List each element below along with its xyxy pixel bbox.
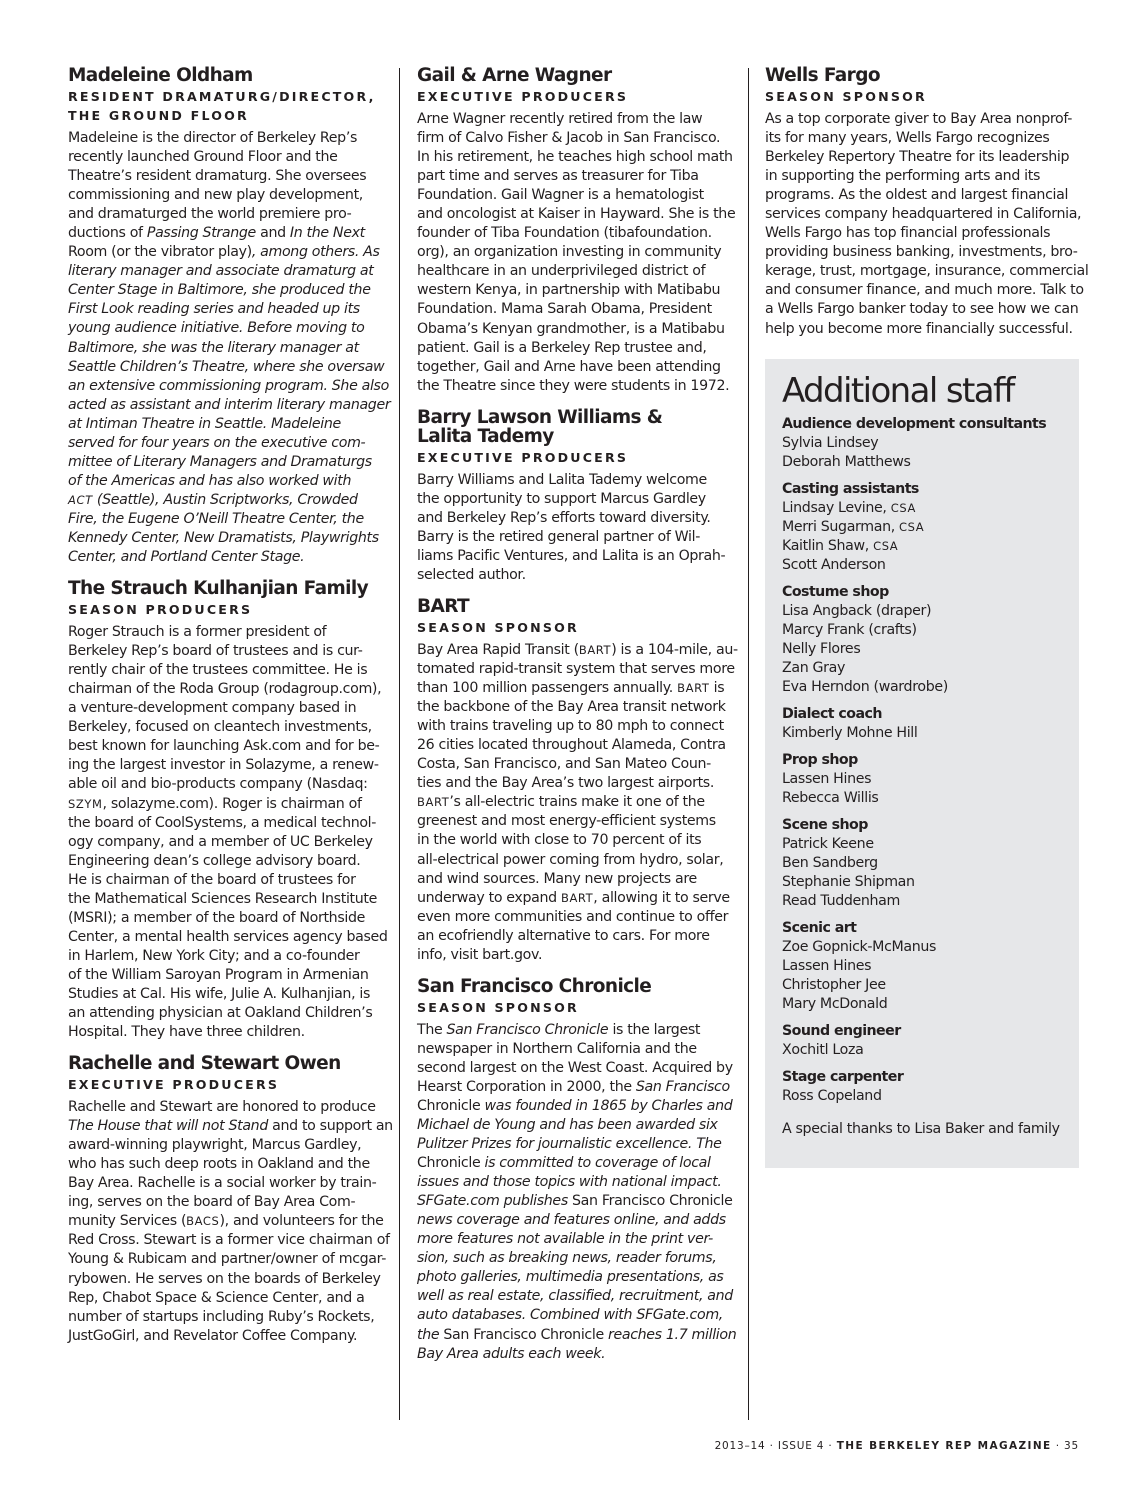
small-caps: CSA <box>873 539 899 553</box>
staff-name: Ben Sandberg <box>782 855 878 871</box>
entry-barry-lawson-williams-lalita-tademy <box>417 408 735 585</box>
bio-line: literary manager and associate dramaturg at <box>68 263 374 280</box>
staff-name: Lassen Hines <box>782 958 872 974</box>
entry-name: Barry Lawson Williams & Lalita Tademy <box>417 406 663 447</box>
bio-line: He is chairman of the board of trustees for <box>68 871 356 888</box>
bio-line: even more communities and continue to offer <box>417 908 729 925</box>
entry-bio <box>765 110 1089 339</box>
bio-line: in supporting the performing arts and its <box>765 168 1040 185</box>
small-caps: CSA <box>890 501 916 515</box>
bio-line: Chronicle is committed to coverage of local <box>417 1155 711 1172</box>
bio-line: Engineering dean’s college advisory board. <box>68 852 361 869</box>
bio-line: Wells Fargo has top financial professionals <box>765 225 1051 242</box>
staff-group-heading: Casting assistants <box>782 481 919 497</box>
bio-line: Rachelle and Stewart are honored to produce <box>68 1099 376 1116</box>
entry-bio <box>68 623 386 1042</box>
staff-group-heading: Audience development consultants <box>782 416 1047 432</box>
bio-line: the Theatre since they were students in 1972. <box>417 377 730 394</box>
bio-line: Baltimore, she was the literary manager at <box>68 339 359 356</box>
bio-line: The House that will not Stand and to support an <box>68 1118 393 1135</box>
bio-line: Studies at Cal. His wife, Julie A. Kulhanjian, is <box>68 985 371 1002</box>
staff-title: Additional staff <box>782 371 1014 411</box>
entry-name: Gail & Arne Wagner <box>417 65 612 86</box>
bio-line: western Kenya, in partnership with Matibabu <box>417 282 721 299</box>
bio-line: in the world with close to 70 percent of its <box>417 832 702 849</box>
staff-group-heading: Stage carpenter <box>782 1069 904 1085</box>
entry-name: The Strauch Kulhanjian Family <box>68 578 369 600</box>
bio-line: Center, and Portland Center Stage. <box>68 549 305 566</box>
staff-name: Rebecca Willis <box>782 790 879 806</box>
bio-line: ogy company, and a member of UC Berkeley <box>68 833 373 850</box>
staff-name: Read Tuddenham <box>782 893 900 909</box>
small-caps: CSA <box>899 520 925 534</box>
special-thanks: A special thanks to Lisa Baker and family <box>782 1121 1060 1137</box>
additional-staff-box <box>765 359 1079 1168</box>
bio-line: SFGate.com publishes San Francisco Chronicle <box>417 1193 733 1210</box>
bio-line: patient. Gail is a Berkeley Rep trustee and, <box>417 339 707 356</box>
bio-line: part time and serves as treasurer for Tiba <box>417 168 699 185</box>
staff-group-heading: Costume shop <box>782 584 889 600</box>
bio-line: (MSRI); a member of the board of Northside <box>68 909 365 926</box>
bio-line: who has such deep roots in Oakland and the <box>68 1156 370 1173</box>
bio-line: and Berkeley Rep’s efforts toward diversity. <box>417 509 711 526</box>
bio-line: Bay Area Rapid Transit (BART) is a 104-mile, au- <box>417 641 738 658</box>
bio-line: a Wells Fargo banker today to see how we can <box>765 301 1079 318</box>
small-caps: BACS <box>186 1214 220 1229</box>
bio-line: kerage, trust, mortgage, insurance, commercial <box>765 263 1089 280</box>
bio-line: Center Stage in Baltimore, she produced the <box>68 282 371 299</box>
bio-line: best known for launching Ask.com and for be- <box>68 738 380 755</box>
bio-line: healthcare in an underprivileged district of <box>417 263 706 280</box>
bio-line: tomated rapid-transit system that serves more <box>417 661 735 678</box>
entry-the-strauch-kulhanjian-family <box>68 579 386 1042</box>
small-caps: BART <box>578 642 612 657</box>
bio-line: ACT (Seattle), Austin Scriptworks, Crowded <box>68 491 358 508</box>
bio-line: mittee of Literary Managers and Dramaturgs <box>68 453 372 470</box>
staff-group-scenic-art <box>782 919 1079 1014</box>
staff-name: Eva Herndon (wardrobe) <box>782 679 948 695</box>
entry-name: BART <box>417 595 470 617</box>
bio-line: Foundation. Mama Sarah Obama, President <box>417 301 712 318</box>
bio-line: all-electrical power coming from hydro, solar, <box>417 851 724 868</box>
staff-group-prop-shop <box>782 751 1079 808</box>
footer-issue: ISSUE 4 <box>777 1440 825 1452</box>
bio-line: Bay Area adults each week. <box>417 1345 606 1362</box>
bio-line: Rep, Chabot Space & Science Center, and a <box>68 1289 365 1306</box>
bio-line: an extensive commissioning program. She also <box>68 377 389 394</box>
footer-magazine: THE BERKELEY REP MAGAZINE <box>836 1440 1052 1452</box>
staff-group-scene-shop <box>782 816 1079 911</box>
bio-line: and oncologist at Kaiser in Hayward. She is the <box>417 206 736 223</box>
entry-bart <box>417 595 738 965</box>
bio-line: ties and the Bay Area’s two largest airports. <box>417 775 714 792</box>
bio-line: newspaper in Northern California and the <box>417 1040 697 1057</box>
staff-group-heading: Scenic art <box>782 920 857 936</box>
staff-name: Nelly Flores <box>782 641 861 657</box>
bio-line: Pulitzer Prizes for journalistic excellence. The <box>417 1136 722 1153</box>
bio-line: The San Francisco Chronicle is the largest <box>417 1021 701 1038</box>
entry-bio <box>68 129 391 567</box>
entry-wells-fargo <box>765 65 1089 339</box>
entry-rachelle-and-stewart-owen <box>68 1053 393 1346</box>
staff-group-dialect-coach <box>782 705 1079 743</box>
staff-name: Lassen Hines <box>782 771 872 787</box>
bio-line: Hospital. They have three children. <box>68 1024 305 1041</box>
bio-line: founder of Tiba Foundation (tibafoundation. <box>417 225 712 242</box>
bio-line: help you become more financially successful. <box>765 320 1073 337</box>
bio-line: a venture-development company based in <box>68 700 357 717</box>
entry-bio <box>417 641 738 965</box>
bio-line: auto databases. Combined with SFGate.com, <box>417 1307 723 1324</box>
bio-line: rybowen. He serves on the boards of Berkeley <box>68 1270 381 1287</box>
staff-group-sound-engineer <box>782 1022 1079 1060</box>
bio-line: providing business banking, investments, bro- <box>765 244 1078 261</box>
bio-line: JustGoGirl, and Revelator Coffee Company. <box>68 1327 358 1344</box>
bio-line: Berkeley, focused on cleantech investments, <box>68 719 372 736</box>
staff-group-heading: Sound engineer <box>782 1023 901 1039</box>
bio-line: munity Services (BACS), and volunteers for the <box>68 1213 384 1230</box>
staff-name: Lisa Angback (draper) <box>782 603 932 619</box>
staff-group-heading: Scene shop <box>782 817 868 833</box>
staff-name: Scott Anderson <box>782 557 886 573</box>
footer-season: 2013–14 <box>714 1440 766 1452</box>
entry-bio <box>417 1021 735 1364</box>
staff-group-heading: Prop shop <box>782 752 858 768</box>
entry-role: EXECUTIVE PRODUCERS <box>417 449 629 465</box>
bio-line: Berkeley Rep’s board of trustees and is cur- <box>68 643 363 660</box>
page-footer: 2013–14 · ISSUE 4 · THE BERKELEY REP MAGAZINE · 35 <box>714 1440 1079 1452</box>
bio-line: Center, a mental health services agency based <box>68 928 388 945</box>
bio-line: Kennedy Center, New Dramatists, Playwrights <box>68 529 379 546</box>
bio-line: org), an organization investing in community <box>417 244 722 261</box>
bio-line: issues and those topics with national impact. <box>417 1174 722 1191</box>
staff-name: Marcy Frank (crafts) <box>782 622 917 638</box>
staff-name: Xochitl Loza <box>782 1042 864 1058</box>
bio-line: First Look reading series and headed up its <box>68 301 360 318</box>
entry-role: EXECUTIVE PRODUCERS <box>68 1077 280 1093</box>
bio-line: acted as assistant and interim literary manager <box>68 396 391 413</box>
bio-line: Foundation. Gail Wagner is a hematologist <box>417 187 704 204</box>
bio-line: ing, serves on the board of Bay Area Com- <box>68 1194 356 1211</box>
entry-role: RESIDENT DRAMATURG/DIRECTOR, THE GROUND FLOOR <box>68 89 376 123</box>
bio-line: the San Francisco Chronicle reaches 1.7 million <box>417 1326 737 1343</box>
bio-line: than 100 million passengers annually. BART is <box>417 680 725 697</box>
bio-line: more features not available in the print ver- <box>417 1231 713 1248</box>
bio-line: at Intiman Theatre in Seattle. Madeleine <box>68 415 341 432</box>
bio-line: greenest and most energy-efficient systems <box>417 813 716 830</box>
column-2 <box>417 65 738 1376</box>
bio-line: Roger Strauch is a former president of <box>68 624 327 641</box>
bio-line: served for four years on the executive com- <box>68 434 366 451</box>
bio-line: award-winning playwright, Marcus Gardley, <box>68 1137 362 1154</box>
entry-madeleine-oldham <box>68 65 391 567</box>
bio-line: services company headquartered in California, <box>765 206 1082 223</box>
entry-bio <box>417 110 735 396</box>
staff-name: Mary McDonald <box>782 996 888 1012</box>
staff-name: Christopher Jee <box>782 977 886 993</box>
bio-line: of the William Saroyan Program in Armenian <box>68 966 369 983</box>
bio-line: Costa, San Francisco, and San Mateo Coun- <box>417 756 711 773</box>
bio-line: Chronicle was founded in 1865 by Charles and <box>417 1097 733 1114</box>
bio-line: of the Americas and has also worked with <box>68 472 352 489</box>
bio-line: the opportunity to support Marcus Gardley <box>417 490 706 507</box>
bio-line: Obama’s Kenyan grandmother, is a Matibabu <box>417 320 725 337</box>
small-caps: SZYM <box>68 796 103 811</box>
entry-gail-arne-wagner <box>417 66 735 396</box>
staff-name: Sylvia Lindsey <box>782 435 879 451</box>
staff-group-costume-shop <box>782 583 1079 697</box>
bio-line: BART’s all-electric trains make it one of the <box>417 794 705 811</box>
bio-line: Michael de Young and has been awarded six <box>417 1117 718 1134</box>
column-1 <box>68 65 393 1358</box>
bio-line: ductions of Passing Strange and In the Next <box>68 225 365 242</box>
bio-line: recently launched Ground Floor and the <box>68 149 338 166</box>
bio-line: and dramaturged the world premiere pro- <box>68 206 352 223</box>
bio-line: and consumer finance, and much more. Talk to <box>765 282 1084 299</box>
bio-line: Room (or the vibrator play), among others. As <box>68 244 380 261</box>
bio-line: able oil and bio-products company (Nasdaq: <box>68 776 368 793</box>
bio-line: selected author. <box>417 566 526 583</box>
entry-name: Rachelle and Stewart Owen <box>68 1053 341 1075</box>
bio-line: Barry Williams and Lalita Tademy welcome <box>417 471 707 488</box>
bio-line: SZYM, solazyme.com). Roger is chairman of <box>68 795 362 812</box>
bio-line: info, visit bart.gov. <box>417 946 543 963</box>
small-caps: BART <box>677 681 710 696</box>
entry-name: Wells Fargo <box>765 65 880 86</box>
column-divider-1 <box>399 68 400 1420</box>
staff-name: Kimberly Mohne Hill <box>782 725 918 741</box>
entry-role: SEASON PRODUCERS <box>68 602 253 618</box>
bio-line: programs. As the oldest and largest financial <box>765 187 1069 204</box>
bio-line: commissioning and new play development, <box>68 187 363 204</box>
bio-line: Hearst Corporation in 2000, the San Francisco <box>417 1078 730 1095</box>
staff-name: Zan Gray <box>782 660 846 676</box>
small-caps: ACT <box>68 492 93 507</box>
bio-line: Red Cross. Stewart is a former vice chairman of <box>68 1232 390 1249</box>
small-caps: BART <box>417 795 450 810</box>
bio-line: Madeleine is the director of Berkeley Rep’s <box>68 130 358 146</box>
bio-line: Berkeley Repertory Theatre for its leadership <box>765 149 1070 166</box>
staff-name: Ross Copeland <box>782 1088 882 1104</box>
bio-line: with trains traveling up to 80 mph to connect <box>417 718 724 735</box>
bio-line: In his retirement, he teaches high school math <box>417 149 733 166</box>
bio-line: rently chair of the trustees committee. He is <box>68 662 368 679</box>
bio-line: an attending physician at Oakland Children’s <box>68 1005 373 1022</box>
column-3 <box>765 65 1089 351</box>
bio-line: the Mathematical Sciences Research Institute <box>68 890 377 907</box>
bio-line: the board of CoolSystems, a medical technol- <box>68 814 377 831</box>
bio-line: news coverage and features online, and adds <box>417 1212 726 1229</box>
staff-name: Lindsay Levine, CSA <box>782 500 916 516</box>
staff-name: Zoe Gopnick-McManus <box>782 939 937 955</box>
entry-bio <box>417 471 735 585</box>
staff-name: Stephanie Shipman <box>782 874 915 890</box>
staff-name: Kaitlin Shaw, CSA <box>782 538 899 554</box>
entry-role: SEASON SPONSOR <box>417 619 579 635</box>
bio-line: ing the largest investor in Solazyme, a renew- <box>68 757 379 774</box>
staff-name: Merri Sugarman, CSA <box>782 519 925 535</box>
staff-group-audience-development-consultants <box>782 415 1079 472</box>
bio-line: its for many years, Wells Fargo recognizes <box>765 130 1050 147</box>
bio-line: well as real estate, classified, recruitment, and <box>417 1288 733 1305</box>
column-divider-2 <box>748 68 749 1420</box>
bio-line: the backbone of the Bay Area transit network <box>417 699 726 716</box>
staff-name: Patrick Keene <box>782 836 874 852</box>
bio-line: Theatre’s resident dramaturg. She oversees <box>68 168 367 185</box>
bio-line: in Harlem, New York City; and a co-founder <box>68 947 360 964</box>
staff-groups <box>782 415 1079 1106</box>
bio-line: firm of Calvo Fisher & Jacob in San Francisco. <box>417 130 721 147</box>
bio-line: second largest on the West Coast. Acquired by <box>417 1059 733 1076</box>
entry-san-francisco-chronicle <box>417 977 735 1364</box>
bio-line: sion, such as breaking news, reader forums, <box>417 1250 717 1267</box>
bio-line: Fire, the Eugene O’Neill Theatre Center, the <box>68 510 364 527</box>
bio-line: and wind sources. Many new projects are <box>417 870 697 887</box>
bio-line: number of startups including Ruby’s Rockets, <box>68 1308 375 1325</box>
page-number: 35 <box>1064 1440 1079 1452</box>
entry-role: EXECUTIVE PRODUCERS <box>417 89 629 104</box>
bio-line: Arne Wagner recently retired from the law <box>417 111 703 127</box>
bio-line: underway to expand BART, allowing it to serve <box>417 889 730 906</box>
bio-line: Seattle Children’s Theatre, where she oversaw <box>68 358 385 375</box>
staff-group-casting-assistants <box>782 480 1079 575</box>
bio-line: an ecofriendly alternative to cars. For more <box>417 927 710 944</box>
entry-name: Madeleine Oldham <box>68 65 253 86</box>
bio-line: young audience initiative. Before moving to <box>68 320 365 337</box>
bio-line: As a top corporate giver to Bay Area nonprof- <box>765 111 1073 127</box>
bio-line: Young & Rubicam and partner/owner of mcgar- <box>68 1251 386 1268</box>
bio-line: photo galleries, multimedia presentations, as <box>417 1269 724 1286</box>
bio-line: liams Pacific Ventures, and Lalita is an Oprah- <box>417 547 726 564</box>
bio-line: together, Gail and Arne have been attending <box>417 358 721 375</box>
staff-group-heading: Dialect coach <box>782 706 882 722</box>
small-caps: BART <box>560 890 594 905</box>
staff-name: Deborah Matthews <box>782 454 911 470</box>
entry-role: SEASON SPONSOR <box>765 89 927 104</box>
bio-line: chairman of the Roda Group (rodagroup.com), <box>68 681 382 698</box>
entry-role: SEASON SPONSOR <box>417 999 579 1015</box>
bio-line: Barry is the retired general partner of Wil- <box>417 528 701 545</box>
staff-group-stage-carpenter <box>782 1068 1079 1106</box>
entry-bio <box>68 1098 393 1346</box>
entry-name: San Francisco Chronicle <box>417 975 652 997</box>
bio-line: 26 cities located throughout Alameda, Contra <box>417 737 726 754</box>
bio-line: Bay Area. Rachelle is a social worker by train- <box>68 1175 377 1192</box>
